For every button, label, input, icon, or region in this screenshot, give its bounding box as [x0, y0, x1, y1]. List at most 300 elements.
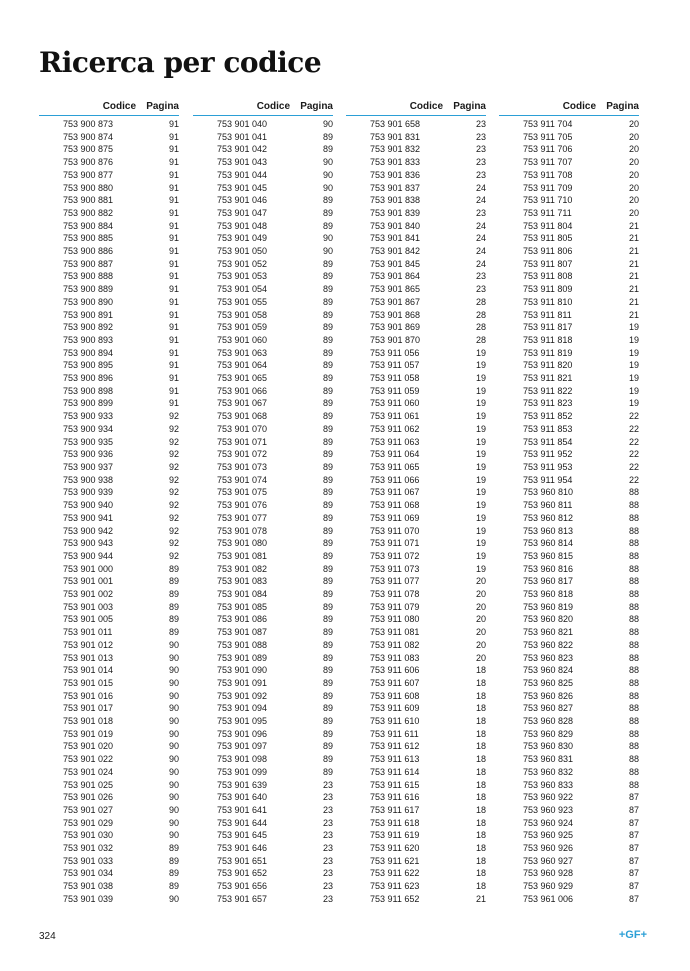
code-cell: 753 901 074 — [217, 474, 268, 485]
table-row — [499, 143, 639, 156]
page-cell: 20 — [475, 576, 486, 587]
code-cell: 753 901 870 — [370, 334, 421, 345]
page-cell: 18 — [475, 665, 486, 676]
table-row — [39, 867, 179, 880]
page-cell: 89 — [322, 728, 333, 739]
table-row — [193, 601, 333, 614]
table-row — [39, 804, 179, 817]
code-cell: 753 960 832 — [523, 766, 574, 777]
table-row — [499, 664, 639, 677]
page-cell: 87 — [628, 868, 639, 879]
table-row — [193, 715, 333, 728]
code-cell: 753 911 611 — [370, 728, 419, 739]
page-cell: 89 — [322, 271, 333, 282]
table-row — [193, 194, 333, 207]
page-cell: 89 — [322, 614, 333, 625]
table-row — [499, 474, 639, 487]
table-row — [499, 385, 639, 398]
page-cell: 18 — [475, 855, 486, 866]
code-cell: 753 901 081 — [217, 550, 268, 561]
table-row — [193, 766, 333, 779]
page-cell: 89 — [322, 550, 333, 561]
table-row — [39, 626, 179, 639]
page-cell: 21 — [628, 246, 639, 257]
code-cell: 753 960 816 — [523, 563, 574, 574]
table-row — [39, 347, 179, 360]
table-row — [346, 728, 486, 741]
page-cell: 24 — [475, 182, 486, 193]
page-cell: 22 — [628, 461, 639, 472]
code-cell: 753 901 838 — [370, 195, 421, 206]
code-cell: 753 901 088 — [217, 639, 268, 650]
table-row — [499, 499, 639, 512]
code-cell: 753 901 656 — [217, 881, 268, 892]
page-cell: 23 — [475, 157, 486, 168]
code-cell: 753 901 864 — [370, 271, 421, 282]
page-cell: 88 — [628, 525, 639, 536]
page-cell: 91 — [168, 271, 179, 282]
page-cell: 19 — [475, 474, 486, 485]
table-row — [193, 753, 333, 766]
table-row — [499, 182, 639, 195]
table-row — [346, 855, 486, 868]
table-row — [193, 550, 333, 563]
table-row — [193, 893, 333, 906]
page-cell: 18 — [475, 703, 486, 714]
code-cell: 753 960 817 — [523, 576, 574, 587]
code-cell: 753 911 619 — [370, 830, 420, 841]
table-row — [346, 779, 486, 792]
table-row — [193, 664, 333, 677]
table-row — [39, 334, 179, 347]
table-row — [39, 766, 179, 779]
page-cell: 91 — [168, 258, 179, 269]
table-row — [346, 194, 486, 207]
page-cell: 88 — [628, 766, 639, 777]
page-cell: 90 — [322, 233, 333, 244]
code-cell: 753 960 829 — [523, 728, 574, 739]
code-cell: 753 900 933 — [63, 411, 114, 422]
page-cell: 21 — [628, 233, 639, 244]
table-row — [39, 652, 179, 665]
code-cell: 753 960 925 — [523, 830, 574, 841]
code-cell: 753 911 080 — [370, 614, 420, 625]
page-cell: 91 — [168, 360, 179, 371]
table-row — [499, 639, 639, 652]
code-cell: 753 901 049 — [217, 233, 268, 244]
page-cell: 20 — [628, 207, 639, 218]
code-cell: 753 960 833 — [523, 779, 574, 790]
page-cell: 89 — [322, 589, 333, 600]
table-row — [193, 397, 333, 410]
page-cell: 92 — [168, 500, 179, 511]
code-cell: 753 901 012 — [63, 639, 114, 650]
page-cell: 89 — [168, 855, 179, 866]
code-cell: 753 901 097 — [217, 741, 268, 752]
page-cell: 89 — [322, 563, 333, 574]
table-row — [346, 753, 486, 766]
table-row — [193, 842, 333, 855]
table-row — [346, 436, 486, 449]
code-cell: 753 911 062 — [370, 423, 420, 434]
page-cell: 22 — [628, 411, 639, 422]
page-cell: 20 — [628, 144, 639, 155]
code-cell: 753 901 053 — [217, 271, 268, 282]
code-cell: 753 901 845 — [370, 258, 421, 269]
table-row — [346, 842, 486, 855]
table-row — [499, 334, 639, 347]
code-cell: 753 900 889 — [63, 284, 114, 295]
code-cell: 753 900 934 — [63, 423, 114, 434]
page-cell: 87 — [628, 830, 639, 841]
page-cell: 28 — [475, 322, 486, 333]
table-row — [499, 448, 639, 461]
page-cell: 18 — [475, 792, 486, 803]
table-row — [346, 232, 486, 245]
table-row — [193, 474, 333, 487]
code-cell: 753 960 818 — [523, 589, 574, 600]
table-row — [193, 690, 333, 703]
code-cell: 753 901 089 — [217, 652, 268, 663]
table-row — [346, 575, 486, 588]
table-row — [346, 766, 486, 779]
code-cell: 753 911 820 — [523, 360, 573, 371]
page-cell: 18 — [475, 830, 486, 841]
table-row — [346, 702, 486, 715]
page-cell: 91 — [168, 385, 179, 396]
code-cell: 753 911 623 — [370, 881, 420, 892]
page-cell: 23 — [322, 881, 333, 892]
table-row — [193, 410, 333, 423]
page-cell: 91 — [168, 398, 179, 409]
code-cell: 753 911 804 — [523, 220, 573, 231]
page-cell: 23 — [322, 804, 333, 815]
page-cell: 89 — [168, 601, 179, 612]
code-cell: 753 900 873 — [63, 119, 114, 129]
code-cell: 753 901 084 — [217, 589, 268, 600]
page-cell: 91 — [168, 334, 179, 345]
table-row — [346, 817, 486, 830]
code-cell: 753 911 706 — [523, 144, 573, 155]
code-cell: 753 911 073 — [370, 563, 420, 574]
code-cell: 753 901 000 — [63, 563, 114, 574]
table-row — [346, 893, 486, 906]
code-cell: 753 911 705 — [523, 131, 573, 142]
table-row — [39, 410, 179, 423]
table-row — [193, 296, 333, 309]
code-cell: 753 960 819 — [523, 601, 574, 612]
page-cell: 90 — [322, 119, 333, 129]
page-number: 324 — [39, 931, 56, 942]
page-cell: 20 — [628, 169, 639, 180]
code-cell: 753 900 940 — [63, 500, 114, 511]
table-row — [39, 169, 179, 182]
table-row — [39, 232, 179, 245]
code-cell: 753 901 085 — [217, 601, 268, 612]
code-cell: 753 901 839 — [370, 207, 421, 218]
table-row — [499, 613, 639, 626]
table-row — [193, 855, 333, 868]
code-cell: 753 901 078 — [217, 525, 268, 536]
page-cell: 18 — [475, 881, 486, 892]
code-cell: 753 900 881 — [63, 195, 114, 206]
page-cell: 91 — [168, 347, 179, 358]
code-cell: 753 900 888 — [63, 271, 114, 282]
table-row — [39, 309, 179, 322]
table-row — [193, 652, 333, 665]
table-row — [193, 791, 333, 804]
page-cell: 88 — [628, 690, 639, 701]
code-cell: 753 901 065 — [217, 373, 268, 384]
table-row — [499, 601, 639, 614]
table-row — [39, 715, 179, 728]
page-cell: 91 — [168, 309, 179, 320]
code-cell: 753 901 071 — [217, 436, 268, 447]
code-cell: 753 960 922 — [523, 792, 574, 803]
table-row — [193, 232, 333, 245]
table-row — [39, 283, 179, 296]
page-cell: 92 — [168, 512, 179, 523]
code-table-2 — [193, 98, 333, 906]
page-cell: 92 — [168, 525, 179, 536]
table-row — [499, 880, 639, 893]
page-cell: 87 — [628, 843, 639, 854]
table-row — [499, 486, 639, 499]
code-cell: 753 901 832 — [370, 144, 421, 155]
code-cell: 753 960 821 — [523, 627, 574, 638]
table-row — [499, 817, 639, 830]
code-cell: 753 901 032 — [63, 843, 114, 854]
code-cell: 753 901 064 — [217, 360, 268, 371]
page-cell: 23 — [322, 855, 333, 866]
page-cell: 88 — [628, 563, 639, 574]
page-cell: 18 — [475, 754, 486, 765]
page-cell: 19 — [475, 563, 486, 574]
page-cell: 92 — [168, 449, 179, 460]
table-row — [346, 740, 486, 753]
table-row — [193, 525, 333, 538]
table-row — [499, 194, 639, 207]
page-cell: 89 — [168, 627, 179, 638]
table-row — [193, 588, 333, 601]
page-cell: 91 — [168, 207, 179, 218]
code-cell: 753 901 096 — [217, 728, 268, 739]
code-cell: 753 911 081 — [370, 627, 420, 638]
code-column-header: Codice — [39, 98, 136, 116]
table-row — [39, 372, 179, 385]
page-cell: 23 — [475, 271, 486, 282]
table-row — [499, 283, 639, 296]
table-row — [346, 131, 486, 144]
code-cell: 753 901 091 — [217, 677, 268, 688]
code-cell: 753 901 054 — [217, 284, 268, 295]
page-cell: 89 — [322, 500, 333, 511]
code-cell: 753 901 013 — [63, 652, 114, 663]
table-row — [346, 613, 486, 626]
page-cell: 23 — [322, 868, 333, 879]
code-cell: 753 900 898 — [63, 385, 114, 396]
code-cell: 753 901 645 — [217, 830, 268, 841]
code-cell: 753 901 018 — [63, 716, 114, 727]
page-cell: 89 — [322, 474, 333, 485]
code-cell: 753 911 954 — [523, 474, 573, 485]
page-cell: 23 — [475, 144, 486, 155]
page-cell: 89 — [322, 652, 333, 663]
table-row — [499, 270, 639, 283]
code-cell: 753 911 063 — [370, 436, 420, 447]
code-cell: 753 911 622 — [370, 868, 420, 879]
table-row — [193, 334, 333, 347]
code-cell: 753 911 068 — [370, 500, 420, 511]
code-cell: 753 960 822 — [523, 639, 574, 650]
code-cell: 753 901 073 — [217, 461, 268, 472]
page-cell: 90 — [322, 182, 333, 193]
page-cell: 23 — [322, 830, 333, 841]
table-row — [499, 740, 639, 753]
table-row — [346, 474, 486, 487]
code-cell: 753 911 079 — [370, 601, 420, 612]
table-row — [499, 829, 639, 842]
table-row — [193, 563, 333, 576]
table-row — [346, 143, 486, 156]
table-row — [39, 359, 179, 372]
code-cell: 753 901 027 — [63, 804, 114, 815]
page-cell: 88 — [628, 703, 639, 714]
code-cell: 753 960 813 — [523, 525, 574, 536]
page-cell: 21 — [628, 220, 639, 231]
page-column-header: Pagina — [136, 98, 179, 116]
page-cell: 21 — [628, 284, 639, 295]
table-row — [193, 461, 333, 474]
table-row — [346, 664, 486, 677]
table-row — [39, 563, 179, 576]
code-cell: 753 960 820 — [523, 614, 574, 625]
page-cell: 19 — [475, 461, 486, 472]
table-row — [346, 791, 486, 804]
code-cell: 753 911 819 — [523, 347, 573, 358]
page-column-header: Pagina — [443, 98, 486, 116]
page-cell: 89 — [322, 207, 333, 218]
code-cell: 753 911 606 — [370, 665, 420, 676]
code-cell: 753 911 710 — [523, 195, 573, 206]
code-cell: 753 901 090 — [217, 665, 268, 676]
table-row — [193, 537, 333, 550]
table-row — [193, 728, 333, 741]
page-cell: 91 — [168, 373, 179, 384]
code-cell: 753 901 060 — [217, 334, 268, 345]
code-cell: 753 911 082 — [370, 639, 420, 650]
table-row — [193, 702, 333, 715]
code-cell: 753 901 050 — [217, 246, 268, 257]
table-row — [499, 397, 639, 410]
table-row — [39, 499, 179, 512]
page-cell: 89 — [322, 754, 333, 765]
page-cell: 92 — [168, 487, 179, 498]
table-row — [39, 728, 179, 741]
table-row — [346, 537, 486, 550]
page-cell: 89 — [322, 576, 333, 587]
table-row — [193, 639, 333, 652]
table-row — [499, 588, 639, 601]
page-cell: 20 — [475, 639, 486, 650]
table-row — [346, 601, 486, 614]
page-cell: 88 — [628, 550, 639, 561]
page-cell: 88 — [628, 639, 639, 650]
table-row — [193, 220, 333, 233]
page-cell: 18 — [475, 804, 486, 815]
table-row — [499, 258, 639, 271]
page-cell: 91 — [168, 284, 179, 295]
page-cell: 89 — [322, 385, 333, 396]
page-cell: 21 — [628, 271, 639, 282]
code-cell: 753 960 830 — [523, 741, 574, 752]
page-cell: 24 — [475, 195, 486, 206]
table-row — [346, 512, 486, 525]
table-row — [39, 512, 179, 525]
page-cell: 87 — [628, 817, 639, 828]
page-cell: 23 — [475, 119, 486, 129]
code-cell: 753 901 080 — [217, 538, 268, 549]
code-cell: 753 911 853 — [523, 423, 573, 434]
table-row — [346, 652, 486, 665]
code-cell: 753 901 055 — [217, 296, 268, 307]
code-cell: 753 960 924 — [523, 817, 574, 828]
page-cell: 89 — [322, 144, 333, 155]
page-cell: 18 — [475, 728, 486, 739]
page-cell: 90 — [168, 741, 179, 752]
code-cell: 753 901 094 — [217, 703, 268, 714]
page-cell: 89 — [168, 868, 179, 879]
page-cell: 88 — [628, 512, 639, 523]
page-cell: 20 — [475, 614, 486, 625]
code-cell: 753 911 071 — [370, 538, 420, 549]
code-cell: 753 911 822 — [523, 385, 573, 396]
code-cell: 753 900 894 — [63, 347, 114, 358]
page-cell: 92 — [168, 423, 179, 434]
table-row — [346, 321, 486, 334]
table-row — [499, 156, 639, 169]
page-cell: 91 — [168, 246, 179, 257]
page-cell: 88 — [628, 589, 639, 600]
table-row — [39, 207, 179, 220]
code-cell: 753 901 030 — [63, 830, 114, 841]
code-cell: 753 911 057 — [370, 360, 420, 371]
code-cell: 753 960 927 — [523, 855, 574, 866]
page-cell: 89 — [168, 576, 179, 587]
page-cell: 21 — [628, 258, 639, 269]
code-cell: 753 901 005 — [63, 614, 114, 625]
code-cell: 753 901 041 — [217, 131, 268, 142]
code-cell: 753 911 615 — [370, 779, 420, 790]
code-cell: 753 911 811 — [523, 309, 572, 320]
code-cell: 753 901 840 — [370, 220, 421, 231]
code-cell: 753 901 083 — [217, 576, 268, 587]
code-cell: 753 911 852 — [523, 411, 573, 422]
table-row — [499, 232, 639, 245]
page-cell: 89 — [322, 284, 333, 295]
table-row — [39, 702, 179, 715]
page-cell: 87 — [628, 881, 639, 892]
table-row — [39, 893, 179, 906]
page-cell: 91 — [168, 144, 179, 155]
page-column-header: Pagina — [290, 98, 333, 116]
page-cell: 18 — [475, 779, 486, 790]
code-cell: 753 960 812 — [523, 512, 574, 523]
table-row — [346, 309, 486, 322]
table-row — [499, 728, 639, 741]
page-cell: 20 — [628, 195, 639, 206]
code-cell: 753 911 612 — [370, 741, 420, 752]
